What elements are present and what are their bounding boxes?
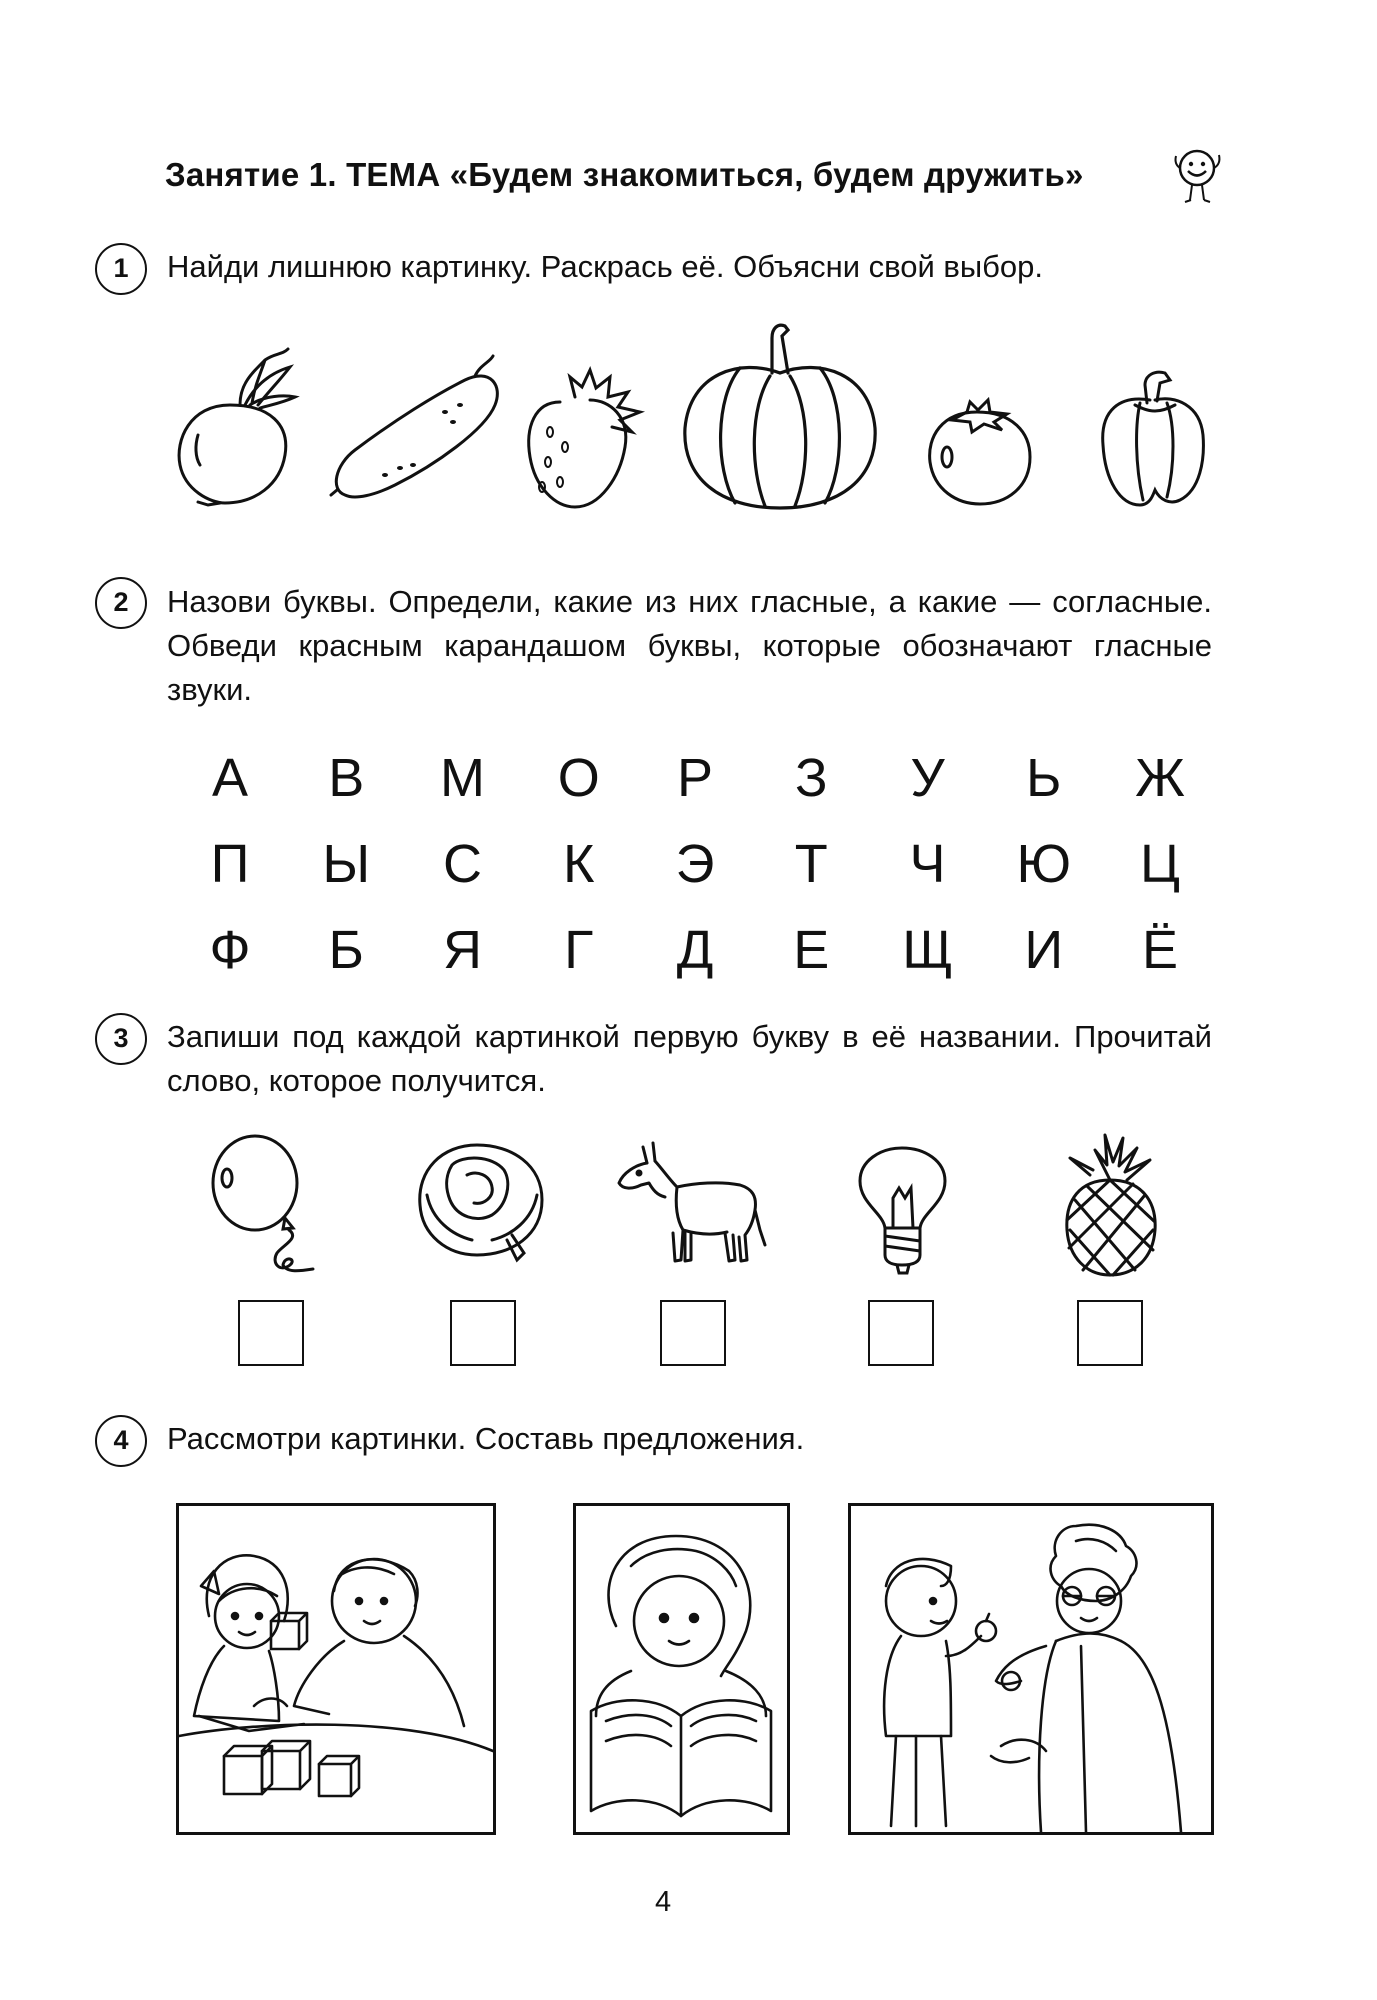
cabbage-icon[interactable]: [412, 1135, 552, 1270]
letter[interactable]: З: [794, 748, 828, 808]
pineapple-icon[interactable]: [1055, 1130, 1165, 1280]
tomato-icon[interactable]: [922, 382, 1037, 507]
pumpkin-icon[interactable]: [680, 318, 880, 513]
letter-row: [180, 821, 1210, 907]
strawberry-icon[interactable]: [520, 362, 665, 512]
task-number-badge: 3: [95, 1013, 147, 1065]
letter-grid: [180, 735, 1210, 993]
page-title: Занятие 1. ТЕМА «Будем знакомиться, будем дружить»: [165, 156, 1084, 193]
answer-box[interactable]: [660, 1300, 726, 1366]
children-playing-blocks-icon: [179, 1506, 493, 1832]
boy-giving-apple-to-grandmother-picture[interactable]: [848, 1503, 1214, 1835]
balloon-icon[interactable]: [205, 1133, 335, 1278]
task-instruction: Найди лишнюю картинку. Раскрась её. Объясни свой выбор.: [167, 249, 1044, 284]
letter[interactable]: Ё: [1141, 920, 1179, 980]
letter[interactable]: Щ: [902, 920, 953, 980]
cucumber-icon[interactable]: [325, 350, 510, 510]
letter[interactable]: Д: [676, 920, 714, 980]
answer-box[interactable]: [868, 1300, 934, 1366]
answer-box[interactable]: [238, 1300, 304, 1366]
girl-reading-book-picture[interactable]: [573, 1503, 790, 1835]
letter[interactable]: Ф: [209, 920, 251, 980]
letter[interactable]: Б: [328, 920, 364, 980]
donkey-icon[interactable]: [615, 1135, 775, 1275]
letter[interactable]: Г: [564, 920, 594, 980]
page-number: 4: [655, 1886, 672, 1918]
beet-icon[interactable]: [170, 345, 310, 510]
letter[interactable]: М: [440, 748, 485, 808]
letter[interactable]: П: [210, 834, 250, 894]
letter[interactable]: Я: [443, 920, 482, 980]
task-instruction: Рассмотри картинки. Составь предложения.: [167, 1421, 805, 1456]
smiley-icon: [1170, 140, 1225, 215]
boy-giving-apple-to-grandmother-icon: [851, 1506, 1211, 1832]
letter[interactable]: О: [557, 748, 600, 808]
letter[interactable]: Ы: [322, 834, 371, 894]
letter[interactable]: А: [211, 748, 249, 808]
task-number-badge: 2: [95, 577, 147, 629]
lightbulb-icon[interactable]: [855, 1143, 950, 1278]
letter[interactable]: И: [1024, 920, 1064, 980]
letter-row: [180, 735, 1210, 821]
letter[interactable]: В: [328, 748, 365, 808]
task-number-badge: 4: [95, 1415, 147, 1467]
letter[interactable]: К: [563, 834, 595, 894]
task-number-badge: 1: [95, 243, 147, 295]
letter[interactable]: Р: [676, 748, 714, 808]
girl-reading-book-icon: [576, 1506, 787, 1832]
task-instruction: Назови буквы. Определи, какие из них гласные, а какие — согласные. Обведи красным карандашом буквы, которые обозначают гласные звуки.: [167, 584, 1212, 707]
letter[interactable]: Ч: [909, 834, 946, 894]
answer-box[interactable]: [450, 1300, 516, 1366]
letter[interactable]: Ж: [1135, 748, 1185, 808]
letter[interactable]: Т: [794, 834, 828, 894]
letter[interactable]: Ь: [1026, 748, 1062, 808]
letter[interactable]: Е: [793, 920, 830, 980]
letter-row: [180, 907, 1210, 993]
children-playing-blocks-picture[interactable]: [176, 1503, 496, 1835]
task-instruction: Запиши под каждой картинкой первую букву в её названии. Прочитай слово, которое получится.: [167, 1019, 1212, 1098]
letter[interactable]: Ю: [1016, 834, 1072, 894]
letter[interactable]: У: [910, 748, 945, 808]
letter[interactable]: С: [443, 834, 482, 894]
answer-box[interactable]: [1077, 1300, 1143, 1366]
pepper-icon[interactable]: [1095, 365, 1210, 510]
letter[interactable]: Э: [675, 834, 715, 894]
letter[interactable]: Ц: [1140, 834, 1180, 894]
